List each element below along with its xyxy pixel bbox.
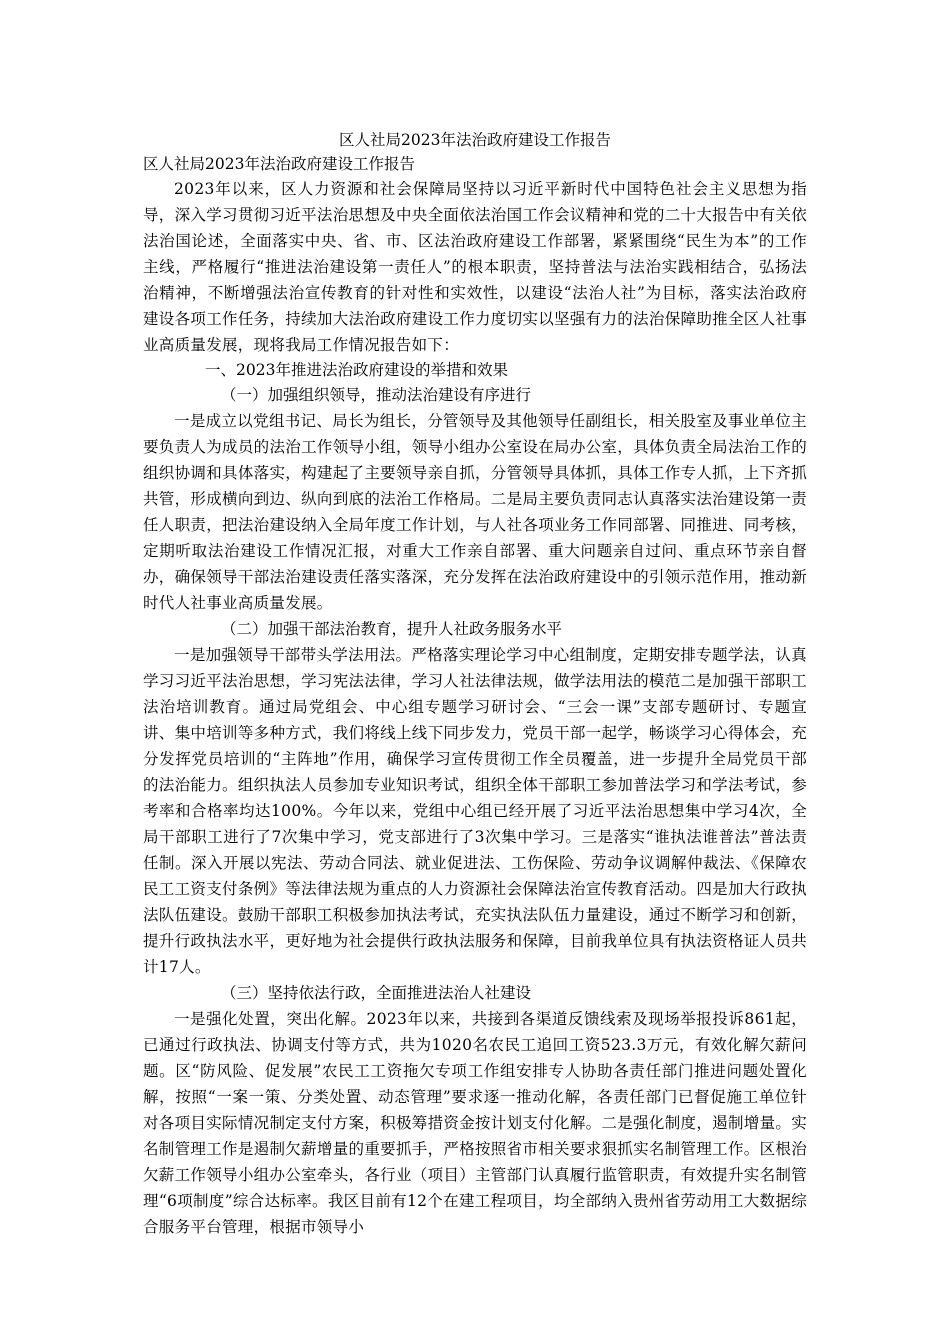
document-subtitle: 区人社局2023年法治政府建设工作报告 [143, 155, 415, 173]
subsection-body-1: 一是成立以党组书记、局长为组长，分管领导及其他领导任副组长，相关股室及事业单位主要负责人为成员的法治工作领导小组，领导小组办公室设在局办公室，具体负责全局法治工作的组织协调和具体落实，构建起了主要领导亲自抓，分管领导具体抓，具体工作专人抓，上下齐抓共管，形成横向到边、纵向到底的法治工作格局。二是局主要负责同志认真落实法治建设第一责任人职责，把法治建设纳入全局年度工作计划，与人社各项业务工作同部署、同推进、同考核，定期听取法治建设工作情况汇报，对重大工作亲自部署、重大问题亲自过问、重点环节亲自督办，确保领导干部法治建设责任落实落深，充分发挥在法治政府建设中的引领示范作用，推动新时代人社事业高质量发展。 [143, 412, 807, 612]
document-title: 区人社局2023年法治政府建设工作报告 [339, 131, 611, 149]
intro-paragraph: 2023年以来，区人力资源和社会保障局坚持以习近平新时代中国特色社会主义思想为指导，深入学习贯彻习近平法治思想及中央全面依法治国工作会议精神和党的二十大报告中有关依法治国论述，全面落实中央、省、市、区法治政府建设工作部署，紧紧围绕“民生为本”的工作主线，严格履行“推进法治建设第一责任人”的根本职责，坚持普法与法治实践相结合，弘扬法治精神，不断增强法治宣传教育的针对性和实效性，以建设“法治人社”为目标，落实法治政府建设各项工作任务，持续加大法治政府建设工作力度切实以坚强有力的法治保障助推全区人社事业高质量发展，现将我局工作情况报告如下： [143, 180, 807, 354]
subsection-heading-2: （二）加强干部法治教育，提升人社政务服务水平 [221, 620, 563, 638]
section-heading-1: 一、2023年推进法治政府建设的举措和效果 [205, 361, 508, 379]
subsection-body-2: 一是加强领导干部带头学法用法。严格落实理论学习中心组制度，定期安排专题学法，认真学习习近平法治思想，学习宪法法律，学习人社法律法规，做学法用法的模范二是加强干部职工法治培训教育。通过局党组会、中心组专题学习研讨会、“三会一课”支部专题研讨、专题宣讲、集中培训等多种方式，我们将线上线下同步发力，党员干部一起学，畅谈学习心得体会，充分发挥党员培训的“主阵地”作用，确保学习宣传贯彻工作全员覆盖，进一步提升全局党员干部的法治能力。组织执法人员参加专业知识考试，组织全体干部职工参加普法学习和学法考试，参考率和合格率均达100%。今年以来，党组中心组已经开展了习近平法治思想集中学习4次，全局干部职工进行了7次集中学习，党支部进行了3次集中学习。三是落实“谁执法谁普法”普法责任制。深入开展以宪法、劳动合同法、就业促进法、工伤保险、劳动争议调解仲裁法、《保障农民工工资支付条例》等法律法规为重点的人力资源社会保障法治宣传教育活动。四是加大行政执法队伍建设。鼓励干部职工积极参加执法考试，充实执法队伍力量建设，通过不断学习和创新，提升行政执法水平，更好地为社会提供行政执法服务和保障，目前我单位具有执法资格证人员共计17人。 [143, 646, 807, 976]
subsection-body-3: 一是强化处置，突出化解。2023年以来，共接到各渠道反馈线索及现场举报投诉861起，已通过行政执法、协调支付等方式，共为1020名农民工追回工资523.3万元，有效化解欠薪问题。区“防风险、促发展”农民工工资拖欠专项工作组安排专人协助各责任部门推进问题处置化解，按照“一案一策、分类处置、动态管理”要求逐一推动化解，各责任部门已督促施工单位针对各项目实际情况制定支付方案，积极筹措资金按计划支付化解。二是强化制度，遏制增量。实名制管理工作是遏制欠薪增量的重要抓手，严格按照省市相关要求狠抓实名制管理工作。区根治欠薪工作领导小组办公室牵头，各行业（项目）主管部门认真履行监管职责，有效提升实名制管理“6项制度”综合达标率。我区目前有12个在建工程项目，均全部纳入贵州省劳动用工大数据综合服务平台管理，根据市领导小 [143, 1010, 807, 1236]
subsection-heading-3: （三）坚持依法行政，全面推进法治人社建设 [221, 984, 532, 1002]
document-page [143, 128, 807, 1240]
subsection-heading-1: （一）加强组织领导，推动法治建设有序进行 [221, 386, 532, 404]
